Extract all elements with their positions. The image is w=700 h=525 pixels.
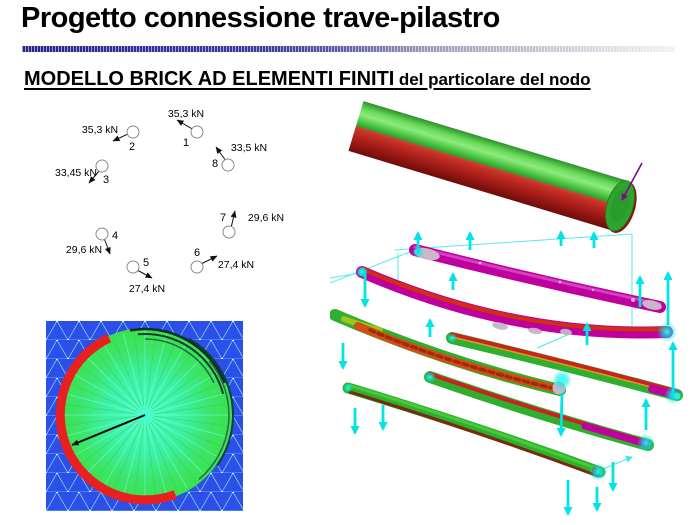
rebar-cylinder-image	[340, 90, 700, 250]
force-value-label: 29,6 kN	[65, 244, 103, 256]
title-underline-bar	[22, 46, 675, 52]
force-point-6	[191, 247, 254, 273]
bar-position-circle	[96, 228, 108, 240]
slide-title: Progetto connessione trave-pilastro	[21, 2, 500, 34]
slide-subtitle	[24, 68, 591, 91]
force-value-label: 27,4 kN	[128, 283, 166, 295]
bar-position-circle	[191, 261, 203, 273]
bar-number: 7	[219, 212, 227, 224]
force-arrow	[177, 120, 194, 130]
force-point-7	[220, 211, 284, 238]
force-point-4	[66, 228, 118, 256]
bar-number: 8	[211, 158, 219, 170]
force-point-8	[212, 142, 267, 171]
deformed-bars-image	[330, 230, 700, 525]
subtitle-detail: del particolare del nodo	[398, 70, 591, 89]
force-arrow	[104, 238, 110, 254]
bar-number: 4	[111, 230, 119, 242]
force-value-label: 33,45 kN	[55, 167, 98, 179]
bar-position-circle	[222, 159, 234, 171]
bar-position-circle	[96, 160, 108, 172]
bar-number: 6	[193, 247, 201, 259]
down-arrow	[561, 393, 562, 435]
bar-number: 3	[102, 174, 110, 186]
bar-position-circle	[127, 126, 139, 138]
cylinder-body	[348, 101, 628, 231]
bar-position-circle	[127, 261, 139, 273]
force-point-5	[127, 257, 165, 295]
force-value-label: 35,3 kN	[167, 108, 205, 120]
bar-number: 5	[142, 257, 150, 269]
force-arrow	[137, 270, 152, 278]
subtitle-main: MODELLO BRICK AD ELEMENTI FINITI	[24, 68, 395, 90]
force-point-2	[82, 124, 139, 153]
bar-position-circle	[191, 126, 203, 138]
fe-mesh-section-image	[46, 321, 243, 511]
force-arrow	[201, 256, 217, 264]
force-value-label: 33,5 kN	[230, 142, 268, 154]
force-point-3	[55, 160, 109, 186]
force-value-label: 29,6 kN	[247, 212, 285, 224]
load-forces-diagram	[55, 105, 290, 305]
force-value-label: 27,4 kN	[217, 259, 255, 271]
force-point-1	[168, 108, 204, 149]
bar-number: 2	[128, 141, 136, 153]
bar-number: 1	[182, 137, 190, 149]
bar-position-circle	[223, 226, 235, 238]
force-arrow	[231, 211, 235, 228]
force-value-label: 35,3 kN	[81, 124, 119, 136]
